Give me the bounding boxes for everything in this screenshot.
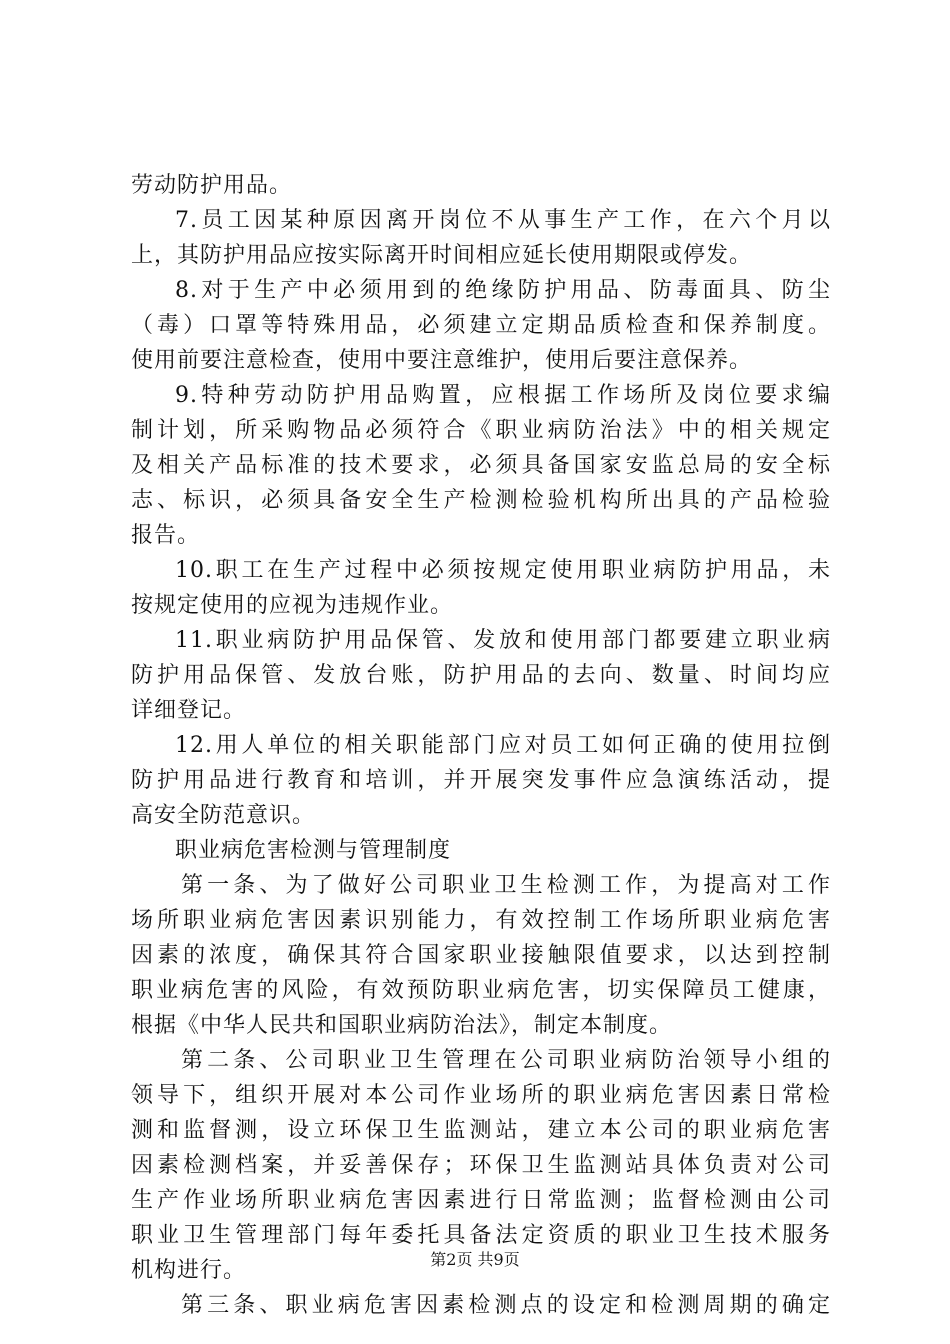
text-line: 第三条、职业病危害因素检测点的设定和检测周期的确定 [181,1293,831,1318]
text-line: 及相关产品标准的技术要求，必须具备国家安监总局的安全标 [131,453,831,478]
text-line: 根据《中华人民共和国职业病防治法》，制定本制度。 [131,1013,673,1038]
text-line: 9.特种劳动防护用品购置，应根据工作场所及岗位要求编 [175,383,831,408]
page-number-footer: 第2页 共9页 [430,1250,520,1269]
text-line: 场所职业病危害因素识别能力，有效控制工作场所职业病危害 [131,908,831,933]
text-line: 7.员工因某种原因离开岗位不从事生产工作，在六个月以 [175,208,831,233]
text-line: 12.用人单位的相关职能部门应对员工如何正确的使用拉倒 [175,733,831,758]
text-line: 领导下，组织开展对本公司作业场所的职业病危害因素日常检 [131,1083,831,1108]
text-line: 使用前要注意检查，使用中要注意维护，使用后要注意保养。 [131,348,753,373]
text-line: 测和监督测，设立环保卫生监测站，建立本公司的职业病危害 [131,1118,831,1143]
text-line: 按规定使用的应视为违规作业。 [131,593,454,618]
text-line: 第二条、公司职业卫生管理在公司职业病防治领导小组的 [181,1048,831,1073]
text-line: 因素检测档案，并妥善保存；环保卫生监测站具体负责对公司 [131,1153,831,1178]
document-body [131,168,831,1323]
text-line: 11.职业病防护用品保管、发放和使用部门都要建立职业病 [175,628,831,653]
text-line: 志、标识，必须具备安全生产检测检验机构所出具的产品检验 [131,488,831,513]
text-line: 第一条、为了做好公司职业卫生检测工作，为提高对工作 [181,873,831,898]
section-heading: 职业病危害检测与管理制度 [175,838,452,863]
text-line: 10.职工在生产过程中必须按规定使用职业病防护用品，未 [175,558,831,583]
text-line: 8.对于生产中必须用到的绝缘防护用品、防毒面具、防尘 [175,278,831,303]
text-line: （毒）口罩等特殊用品，必须建立定期品质检查和保养制度。 [131,313,831,338]
text-line: 上，其防护用品应按实际离开时间相应延长使用期限或停发。 [131,243,753,268]
text-line: 防护用品保管、发放台账，防护用品的去向、数量、时间均应 [131,663,831,688]
text-line: 机构进行。 [131,1258,247,1283]
text-line: 报告。 [131,523,201,548]
text-line: 详细登记。 [131,698,247,723]
text-line: 防护用品进行教育和培训，并开展突发事件应急演练活动，提 [131,768,831,793]
text-line: 因素的浓度，确保其符合国家职业接触限值要求，以达到控制 [131,943,831,968]
text-line: 高安全防范意识。 [131,803,316,828]
text-line: 劳动防护用品。 [131,173,293,198]
text-line: 生产作业场所职业病危害因素进行日常监测；监督检测由公司 [131,1188,831,1213]
text-line: 职业病危害的风险，有效预防职业病危害，切实保障员工健康， [131,978,831,1003]
text-line: 职业卫生管理部门每年委托具备法定资质的职业卫生技术服务 [131,1223,831,1248]
text-line: 制计划，所采购物品必须符合《职业病防治法》中的相关规定 [131,418,831,443]
